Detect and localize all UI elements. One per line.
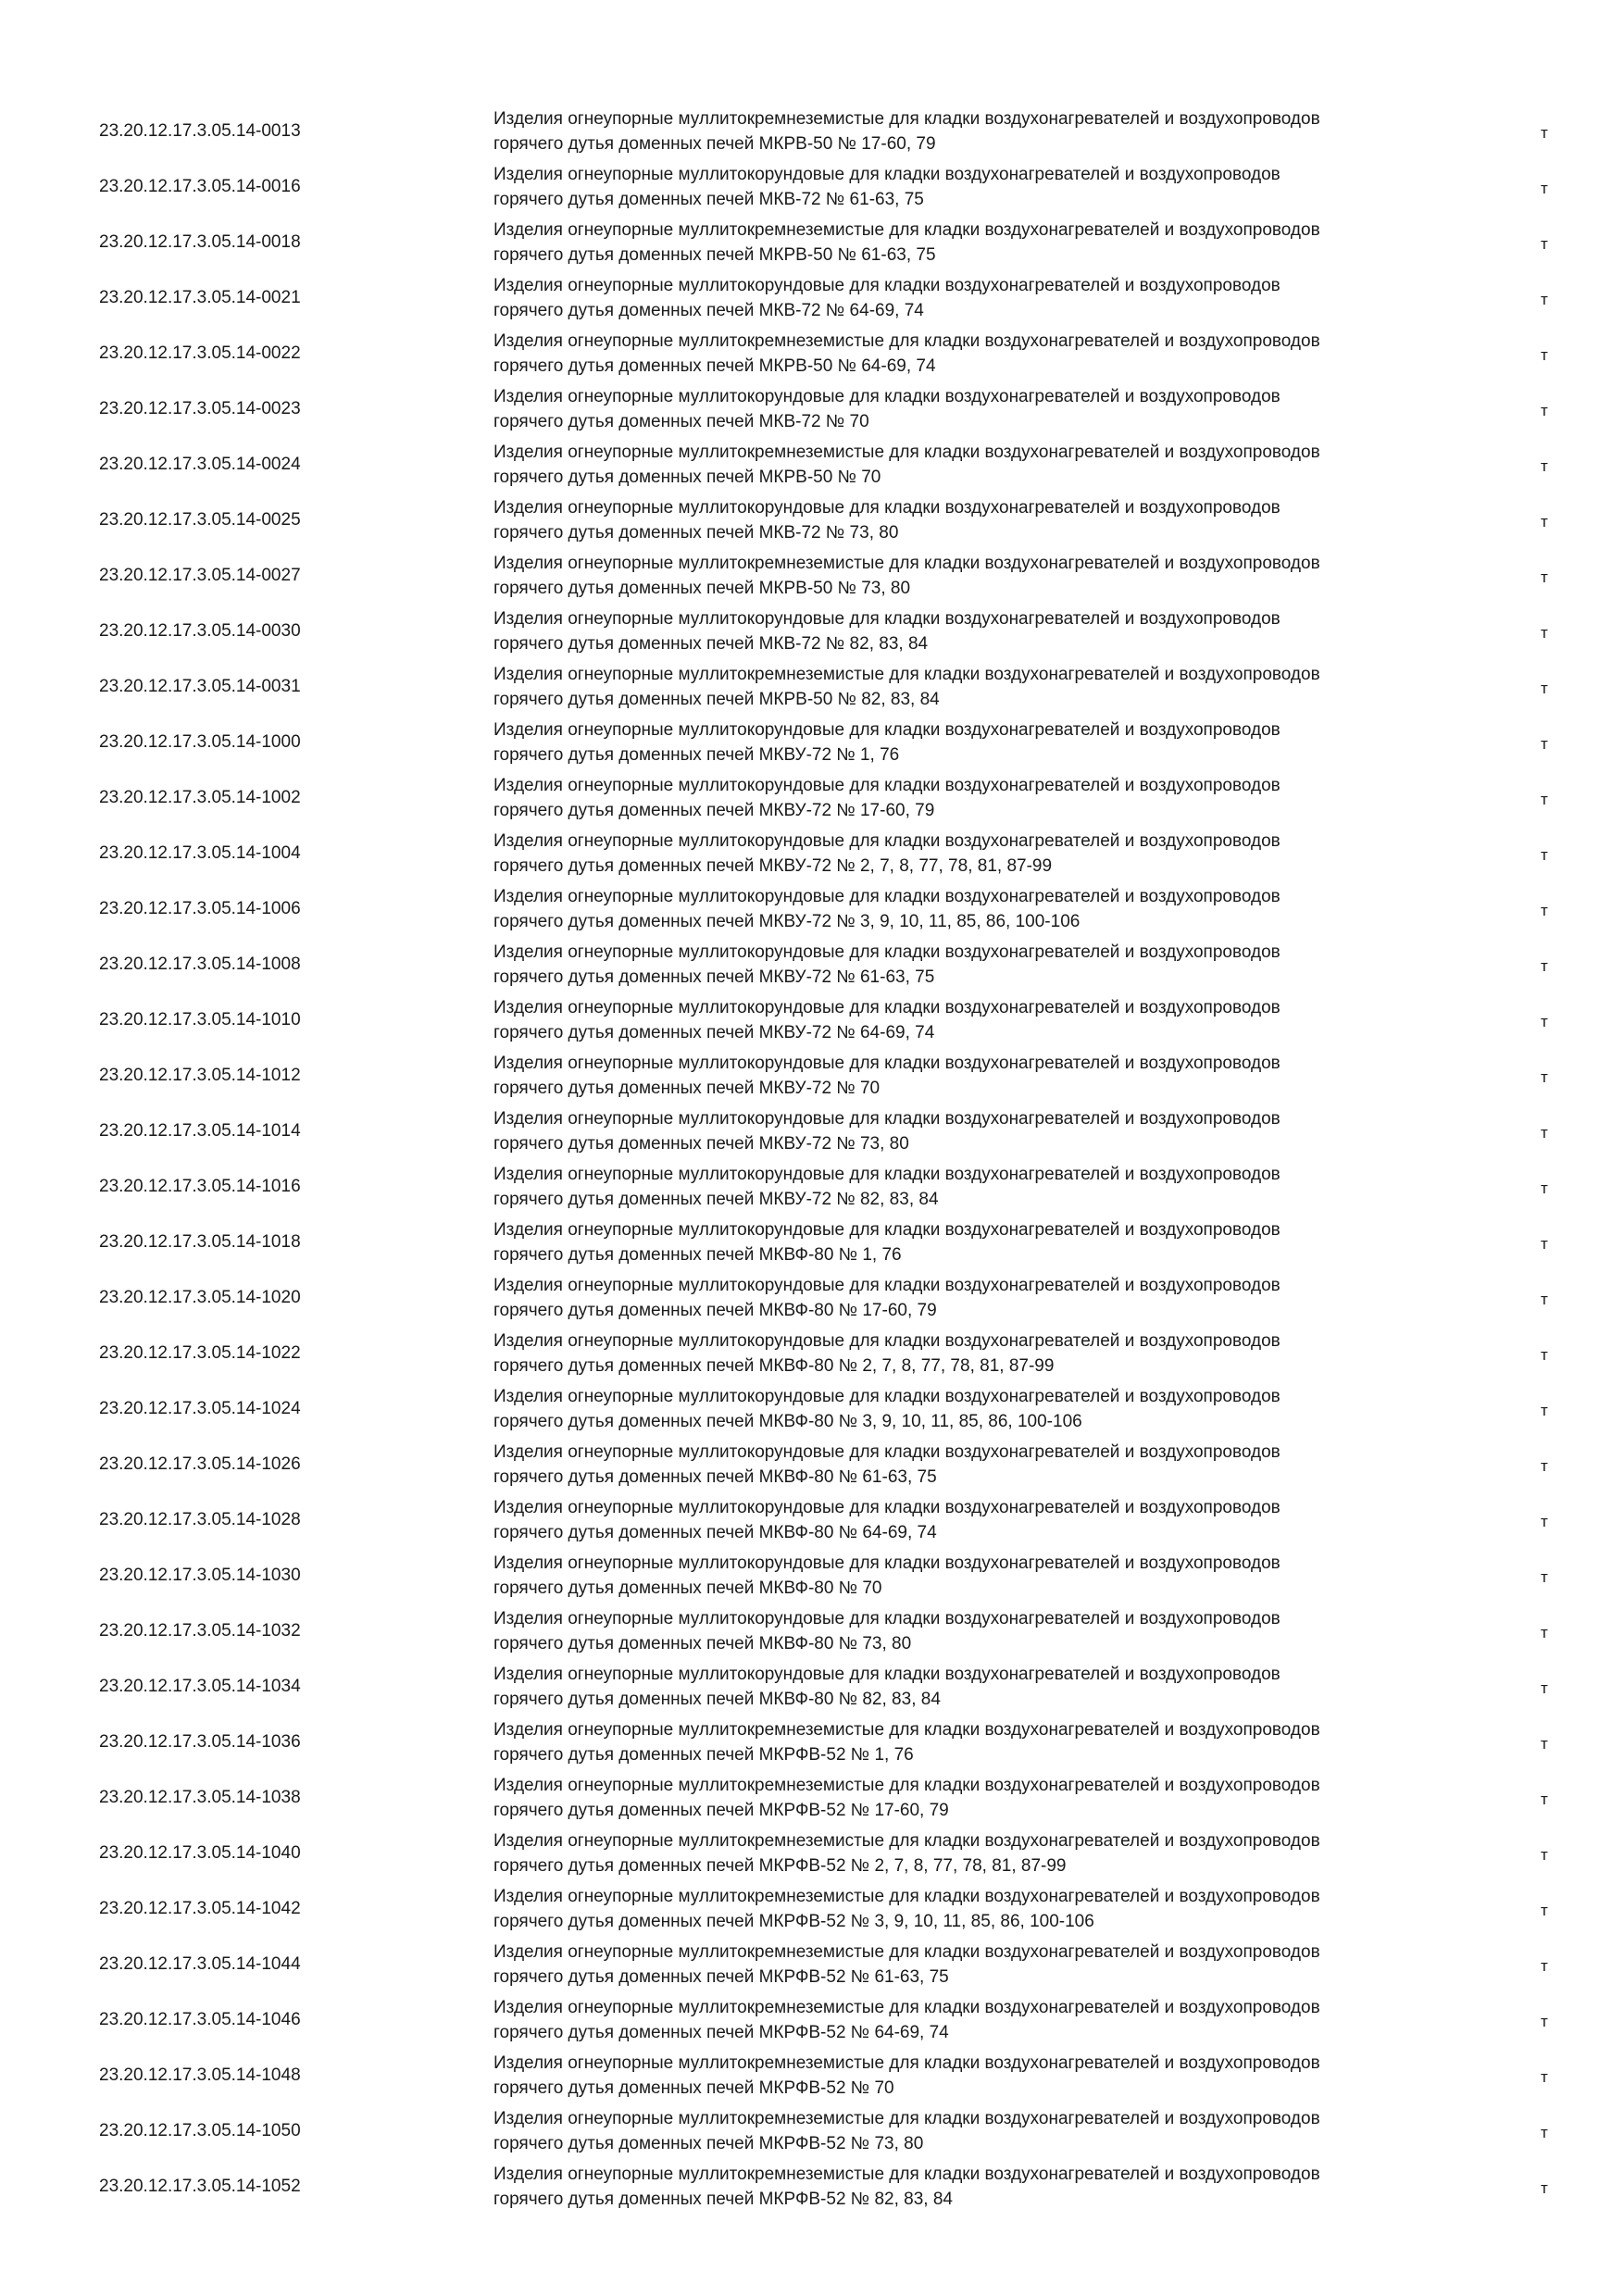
resource-code: 23.20.12.17.3.05.14-1050 <box>99 2121 301 2140</box>
description-line-2: горячего дутья доменных печей МКРВ-50 № 82, 83, 84 <box>493 690 940 709</box>
resource-code: 23.20.12.17.3.05.14-1016 <box>99 1177 301 1196</box>
description-line-1: Изделия огнеупорные муллитокремнеземистые для кладки воздухонагревателей и воздухопроводов <box>493 1831 1320 1851</box>
resource-code: 23.20.12.17.3.05.14-1024 <box>99 1399 301 1418</box>
unit-of-measure: т <box>1541 2067 1548 2086</box>
description-line-1: Изделия огнеупорные муллитокремнеземистые для кладки воздухонагревателей и воздухопроводов <box>493 2109 1320 2128</box>
unit-of-measure: т <box>1541 1790 1548 1808</box>
description-line-2: горячего дутья доменных печей МКВФ-80 № 82, 83, 84 <box>493 1690 941 1709</box>
description-line-1: Изделия огнеупорные муллитокорундовые для кладки воздухонагревателей и воздухопроводов <box>493 776 1280 795</box>
description-line-2: горячего дутья доменных печей МКРВ-50 № 64-69, 74 <box>493 356 936 376</box>
resource-code: 23.20.12.17.3.05.14-0030 <box>99 621 301 641</box>
description-line-2: горячего дутья доменных печей МКВУ-72 № 1, 76 <box>493 745 900 765</box>
resource-description <box>493 2106 1493 2156</box>
description-line-2: горячего дутья доменных печей МКВ-72 № 73, 80 <box>493 523 899 543</box>
resource-description <box>493 662 1493 712</box>
table-row <box>0 770 1624 826</box>
description-line-1: Изделия огнеупорные муллитокорундовые для кладки воздухонагревателей и воздухопроводов <box>493 276 1280 295</box>
resource-description <box>493 773 1493 823</box>
resource-description <box>493 1884 1493 1934</box>
resource-description <box>493 1495 1493 1545</box>
table-row <box>0 1104 1624 1159</box>
table-row <box>0 881 1624 937</box>
resource-code: 23.20.12.17.3.05.14-1014 <box>99 1121 301 1141</box>
unit-of-measure: т <box>1541 234 1548 253</box>
table-row <box>0 1381 1624 1437</box>
table-row <box>0 1881 1624 1937</box>
resource-code: 23.20.12.17.3.05.14-1036 <box>99 1732 301 1752</box>
resource-code: 23.20.12.17.3.05.14-0024 <box>99 455 301 474</box>
resource-description <box>493 495 1493 545</box>
description-line-1: Изделия огнеупорные муллитокорундовые для кладки воздухонагревателей и воздухопроводов <box>493 1054 1280 1073</box>
description-line-2: горячего дутья доменных печей МКРВ-50 № 70 <box>493 468 881 487</box>
resource-code: 23.20.12.17.3.05.14-0021 <box>99 288 301 307</box>
resource-description <box>493 1773 1493 1823</box>
description-line-2: горячего дутья доменных печей МКРФВ-52 № 61-63, 75 <box>493 1967 949 1987</box>
resource-description <box>493 1606 1493 1656</box>
unit-of-measure: т <box>1541 956 1548 975</box>
table-row <box>0 1215 1624 1270</box>
unit-of-measure: т <box>1541 1901 1548 1919</box>
table-row <box>0 1826 1624 1881</box>
description-line-1: Изделия огнеупорные муллитокорундовые для кладки воздухонагревателей и воздухопроводов <box>493 1109 1280 1129</box>
resource-description <box>493 718 1493 767</box>
unit-of-measure: т <box>1541 123 1548 142</box>
resource-code: 23.20.12.17.3.05.14-1044 <box>99 1954 301 1974</box>
description-line-2: горячего дутья доменных печей МКВФ-80 № 61-63, 75 <box>493 1467 937 1487</box>
resource-code: 23.20.12.17.3.05.14-0022 <box>99 343 301 363</box>
table-row <box>0 104 1624 159</box>
unit-of-measure: т <box>1541 790 1548 808</box>
table-row <box>0 1603 1624 1659</box>
description-line-2: горячего дутья доменных печей МКРФВ-52 № 70 <box>493 2078 894 2098</box>
description-line-1: Изделия огнеупорные муллитокремнеземистые для кладки воздухонагревателей и воздухопроводов <box>493 2053 1320 2073</box>
table-row <box>0 493 1624 548</box>
unit-of-measure: т <box>1541 345 1548 364</box>
description-line-1: Изделия огнеупорные муллитокорундовые для кладки воздухонагревателей и воздухопроводов <box>493 1387 1280 1406</box>
resource-code: 23.20.12.17.3.05.14-1012 <box>99 1066 301 1085</box>
resource-description <box>493 551 1493 601</box>
table-row <box>0 159 1624 215</box>
resource-description <box>493 162 1493 212</box>
table-row <box>0 992 1624 1048</box>
description-line-2: горячего дутья доменных печей МКРФВ-52 № 73, 80 <box>493 2134 924 2153</box>
resource-description <box>493 1217 1493 1267</box>
description-line-2: горячего дутья доменных печей МКВФ-80 № 2, 7, 8, 77, 78, 81, 87-99 <box>493 1356 1055 1376</box>
resource-description <box>493 440 1493 490</box>
description-line-1: Изделия огнеупорные муллитокорундовые для кладки воздухонагревателей и воздухопроводов <box>493 998 1280 1017</box>
resource-code: 23.20.12.17.3.05.14-1040 <box>99 1843 301 1863</box>
description-line-2: горячего дутья доменных печей МКВФ-80 № 70 <box>493 1578 882 1598</box>
description-line-2: горячего дутья доменных печей МКРВ-50 № 17-60, 79 <box>493 134 936 154</box>
resource-code: 23.20.12.17.3.05.14-1034 <box>99 1677 301 1696</box>
description-line-1: Изделия огнеупорные муллитокорундовые для кладки воздухонагревателей и воздухопроводов <box>493 1554 1280 1573</box>
resource-description <box>493 1440 1493 1490</box>
resource-code: 23.20.12.17.3.05.14-1006 <box>99 899 301 918</box>
table-row <box>0 1159 1624 1215</box>
table-row <box>0 548 1624 604</box>
table-row <box>0 1715 1624 1770</box>
unit-of-measure: т <box>1541 456 1548 475</box>
resource-description <box>493 273 1493 323</box>
description-line-1: Изделия огнеупорные муллитокремнеземистые для кладки воздухонагревателей и воздухопроводов <box>493 1720 1320 1740</box>
description-line-2: горячего дутья доменных печей МКВУ-72 № 73, 80 <box>493 1134 909 1154</box>
unit-of-measure: т <box>1541 734 1548 753</box>
resource-description <box>493 829 1493 879</box>
resource-code: 23.20.12.17.3.05.14-0018 <box>99 232 301 252</box>
table-row <box>0 1437 1624 1492</box>
table-row <box>0 215 1624 270</box>
unit-of-measure: т <box>1541 1734 1548 1753</box>
description-line-1: Изделия огнеупорные муллитокремнеземистые для кладки воздухонагревателей и воздухопроводов <box>493 1776 1320 1795</box>
resource-description <box>493 995 1493 1045</box>
resource-code: 23.20.12.17.3.05.14-1052 <box>99 2177 301 2196</box>
description-line-1: Изделия огнеупорные муллитокорундовые для кладки воздухонагревателей и воздухопроводов <box>493 887 1280 906</box>
price-list-table <box>0 104 1624 2215</box>
table-row <box>0 715 1624 770</box>
unit-of-measure: т <box>1541 1067 1548 1086</box>
resource-code: 23.20.12.17.3.05.14-0016 <box>99 177 301 196</box>
description-line-2: горячего дутья доменных печей МКРФВ-52 № 64-69, 74 <box>493 2023 949 2042</box>
description-line-2: горячего дутья доменных печей МКРФВ-52 № 2, 7, 8, 77, 78, 81, 87-99 <box>493 1856 1067 1876</box>
resource-code: 23.20.12.17.3.05.14-1048 <box>99 2065 301 2085</box>
resource-code: 23.20.12.17.3.05.14-0013 <box>99 121 301 141</box>
description-line-1: Изделия огнеупорные муллитокремнеземистые для кладки воздухонагревателей и воздухопроводов <box>493 331 1320 351</box>
description-line-2: горячего дутья доменных печей МКВ-72 № 70 <box>493 412 869 431</box>
resource-code: 23.20.12.17.3.05.14-1038 <box>99 1788 301 1807</box>
description-line-2: горячего дутья доменных печей МКВФ-80 № 17-60, 79 <box>493 1301 937 1320</box>
description-line-1: Изделия огнеупорные муллитокремнеземистые для кладки воздухонагревателей и воздухопроводов <box>493 220 1320 240</box>
resource-description <box>493 1995 1493 2045</box>
resource-description <box>493 1551 1493 1601</box>
table-row <box>0 1548 1624 1603</box>
unit-of-measure: т <box>1541 2012 1548 2030</box>
description-line-2: горячего дутья доменных печей МКВУ-72 № 17-60, 79 <box>493 801 935 820</box>
resource-code: 23.20.12.17.3.05.14-1028 <box>99 1510 301 1529</box>
description-line-1: Изделия огнеупорные муллитокорундовые для кладки воздухонагревателей и воздухопроводов <box>493 1165 1280 1184</box>
table-row <box>0 1659 1624 1715</box>
unit-of-measure: т <box>1541 1956 1548 1975</box>
description-line-1: Изделия огнеупорные муллитокорундовые для кладки воздухонагревателей и воздухопроводов <box>493 942 1280 962</box>
description-line-2: горячего дутья доменных печей МКВ-72 № 64-69, 74 <box>493 301 924 320</box>
unit-of-measure: т <box>1541 512 1548 530</box>
table-row <box>0 2103 1624 2159</box>
resource-code: 23.20.12.17.3.05.14-1026 <box>99 1454 301 1474</box>
description-line-1: Изделия огнеупорные муллитокорундовые для кладки воздухонагревателей и воздухопроводов <box>493 609 1280 629</box>
description-line-1: Изделия огнеупорные муллитокорундовые для кладки воздухонагревателей и воздухопроводов <box>493 831 1280 851</box>
resource-description <box>493 1329 1493 1379</box>
description-line-2: горячего дутья доменных печей МКВ-72 № 82, 83, 84 <box>493 634 929 654</box>
resource-code: 23.20.12.17.3.05.14-0025 <box>99 510 301 530</box>
description-line-1: Изделия огнеупорные муллитокремнеземистые для кладки воздухонагревателей и воздухопроводов <box>493 443 1320 462</box>
table-row <box>0 381 1624 437</box>
description-line-2: горячего дутья доменных печей МКРФВ-52 № 3, 9, 10, 11, 85, 86, 100-106 <box>493 1912 1094 1931</box>
description-line-1: Изделия огнеупорные муллитокремнеземистые для кладки воздухонагревателей и воздухопроводов <box>493 109 1320 129</box>
description-line-2: горячего дутья доменных печей МКВУ-72 № 3, 9, 10, 11, 85, 86, 100-106 <box>493 912 1081 931</box>
description-line-1: Изделия огнеупорные муллитокорундовые для кладки воздухонагревателей и воздухопроводов <box>493 1220 1280 1240</box>
description-line-1: Изделия огнеупорные муллитокорундовые для кладки воздухонагревателей и воздухопроводов <box>493 1665 1280 1684</box>
description-line-1: Изделия огнеупорные муллитокорундовые для кладки воздухонагревателей и воздухопроводов <box>493 1498 1280 1517</box>
resource-code: 23.20.12.17.3.05.14-1018 <box>99 1232 301 1252</box>
table-row <box>0 270 1624 326</box>
unit-of-measure: т <box>1541 1401 1548 1419</box>
description-line-2: горячего дутья доменных печей МКВФ-80 № 3, 9, 10, 11, 85, 86, 100-106 <box>493 1412 1082 1431</box>
resource-description <box>493 2162 1493 2212</box>
table-row <box>0 1770 1624 1826</box>
resource-code: 23.20.12.17.3.05.14-1046 <box>99 2010 301 2029</box>
description-line-2: горячего дутья доменных печей МКВФ-80 № 64-69, 74 <box>493 1523 937 1542</box>
resource-code: 23.20.12.17.3.05.14-1000 <box>99 732 301 752</box>
description-line-2: горячего дутья доменных печей МКРФВ-52 № 1, 76 <box>493 1745 914 1765</box>
unit-of-measure: т <box>1541 401 1548 419</box>
table-row <box>0 659 1624 715</box>
resource-description <box>493 1162 1493 1212</box>
description-line-1: Изделия огнеупорные муллитокремнеземистые для кладки воздухонагревателей и воздухопроводов <box>493 1887 1320 1906</box>
unit-of-measure: т <box>1541 1456 1548 1475</box>
description-line-2: горячего дутья доменных печей МКВУ-72 № 70 <box>493 1079 881 1098</box>
description-line-2: горячего дутья доменных печей МКВ-72 № 61-63, 75 <box>493 190 924 209</box>
table-row <box>0 1326 1624 1381</box>
description-line-1: Изделия огнеупорные муллитокремнеземистые для кладки воздухонагревателей и воздухопроводов <box>493 554 1320 573</box>
resource-description <box>493 1717 1493 1767</box>
table-row <box>0 2048 1624 2103</box>
description-line-1: Изделия огнеупорные муллитокорундовые для кладки воздухонагревателей и воздухопроводов <box>493 1331 1280 1351</box>
unit-of-measure: т <box>1541 1512 1548 1530</box>
description-line-1: Изделия огнеупорные муллитокорундовые для кладки воздухонагревателей и воздухопроводов <box>493 1609 1280 1628</box>
resource-description <box>493 1273 1493 1323</box>
resource-description <box>493 1051 1493 1101</box>
resource-code: 23.20.12.17.3.05.14-1020 <box>99 1288 301 1307</box>
unit-of-measure: т <box>1541 845 1548 864</box>
resource-description <box>493 1828 1493 1878</box>
resource-code: 23.20.12.17.3.05.14-1032 <box>99 1621 301 1641</box>
unit-of-measure: т <box>1541 1123 1548 1142</box>
description-line-2: горячего дутья доменных печей МКРВ-50 № 73, 80 <box>493 579 911 598</box>
description-line-1: Изделия огнеупорные муллитокорундовые для кладки воздухонагревателей и воздухопроводов <box>493 1442 1280 1462</box>
unit-of-measure: т <box>1541 1179 1548 1197</box>
description-line-1: Изделия огнеупорные муллитокорундовые для кладки воздухонагревателей и воздухопроводов <box>493 720 1280 740</box>
description-line-2: горячего дутья доменных печей МКРФВ-52 № 82, 83, 84 <box>493 2190 953 2209</box>
description-line-1: Изделия огнеупорные муллитокремнеземистые для кладки воздухонагревателей и воздухопроводов <box>493 665 1320 684</box>
resource-description <box>493 1106 1493 1156</box>
table-row <box>0 1492 1624 1548</box>
table-row <box>0 326 1624 381</box>
table-row <box>0 437 1624 493</box>
resource-description <box>493 329 1493 379</box>
resource-code: 23.20.12.17.3.05.14-0027 <box>99 566 301 585</box>
unit-of-measure: т <box>1541 1567 1548 1586</box>
table-row <box>0 937 1624 992</box>
resource-description <box>493 1662 1493 1712</box>
unit-of-measure: т <box>1541 623 1548 642</box>
description-line-1: Изделия огнеупорные муллитокорундовые для кладки воздухонагревателей и воздухопроводов <box>493 165 1280 184</box>
description-line-2: горячего дутья доменных печей МКРФВ-52 № 17-60, 79 <box>493 1801 949 1820</box>
unit-of-measure: т <box>1541 901 1548 919</box>
table-row <box>0 1048 1624 1104</box>
resource-code: 23.20.12.17.3.05.14-1004 <box>99 843 301 863</box>
table-row <box>0 826 1624 881</box>
resource-description <box>493 106 1493 156</box>
unit-of-measure: т <box>1541 568 1548 586</box>
resource-code: 23.20.12.17.3.05.14-1008 <box>99 955 301 974</box>
resource-code: 23.20.12.17.3.05.14-0023 <box>99 399 301 418</box>
resource-description <box>493 606 1493 656</box>
resource-code: 23.20.12.17.3.05.14-1022 <box>99 1343 301 1363</box>
unit-of-measure: т <box>1541 290 1548 308</box>
description-line-2: горячего дутья доменных печей МКВУ-72 № 61-63, 75 <box>493 967 935 987</box>
description-line-1: Изделия огнеупорные муллитокремнеземистые для кладки воздухонагревателей и воздухопроводов <box>493 1998 1320 2017</box>
unit-of-measure: т <box>1541 2178 1548 2197</box>
description-line-1: Изделия огнеупорные муллитокорундовые для кладки воздухонагревателей и воздухопроводов <box>493 387 1280 406</box>
table-row <box>0 1992 1624 2048</box>
unit-of-measure: т <box>1541 1623 1548 1641</box>
description-line-2: горячего дутья доменных печей МКВФ-80 № 73, 80 <box>493 1634 912 1653</box>
description-line-2: горячего дутья доменных печей МКВУ-72 № 64-69, 74 <box>493 1023 935 1042</box>
resource-description <box>493 1940 1493 1990</box>
resource-code: 23.20.12.17.3.05.14-1010 <box>99 1010 301 1029</box>
unit-of-measure: т <box>1541 1678 1548 1697</box>
description-line-2: горячего дутья доменных печей МКВФ-80 № 1, 76 <box>493 1245 902 1265</box>
table-row <box>0 1270 1624 1326</box>
table-row <box>0 604 1624 659</box>
description-line-2: горячего дутья доменных печей МКВУ-72 № 82, 83, 84 <box>493 1190 939 1209</box>
unit-of-measure: т <box>1541 1234 1548 1253</box>
resource-description <box>493 940 1493 990</box>
resource-code: 23.20.12.17.3.05.14-0031 <box>99 677 301 696</box>
description-line-2: горячего дутья доменных печей МКВУ-72 № 2, 7, 8, 77, 78, 81, 87-99 <box>493 856 1053 876</box>
description-line-1: Изделия огнеупорные муллитокремнеземистые для кладки воздухонагревателей и воздухопроводов <box>493 2165 1320 2184</box>
resource-description <box>493 384 1493 434</box>
resource-description <box>493 218 1493 268</box>
unit-of-measure: т <box>1541 179 1548 197</box>
resource-code: 23.20.12.17.3.05.14-1002 <box>99 788 301 807</box>
unit-of-measure: т <box>1541 679 1548 697</box>
unit-of-measure: т <box>1541 2123 1548 2141</box>
resource-description <box>493 1384 1493 1434</box>
resource-description <box>493 2051 1493 2101</box>
table-row <box>0 1937 1624 1992</box>
resource-code: 23.20.12.17.3.05.14-1042 <box>99 1899 301 1918</box>
resource-description <box>493 884 1493 934</box>
resource-code: 23.20.12.17.3.05.14-1030 <box>99 1566 301 1585</box>
description-line-1: Изделия огнеупорные муллитокорундовые для кладки воздухонагревателей и воздухопроводов <box>493 498 1280 518</box>
unit-of-measure: т <box>1541 1012 1548 1030</box>
unit-of-measure: т <box>1541 1845 1548 1864</box>
description-line-1: Изделия огнеупорные муллитокорундовые для кладки воздухонагревателей и воздухопроводов <box>493 1276 1280 1295</box>
description-line-1: Изделия огнеупорные муллитокремнеземистые для кладки воздухонагревателей и воздухопроводов <box>493 1942 1320 1962</box>
table-row <box>0 2159 1624 2215</box>
description-line-2: горячего дутья доменных печей МКРВ-50 № 61-63, 75 <box>493 245 936 265</box>
unit-of-measure: т <box>1541 1290 1548 1308</box>
unit-of-measure: т <box>1541 1345 1548 1364</box>
